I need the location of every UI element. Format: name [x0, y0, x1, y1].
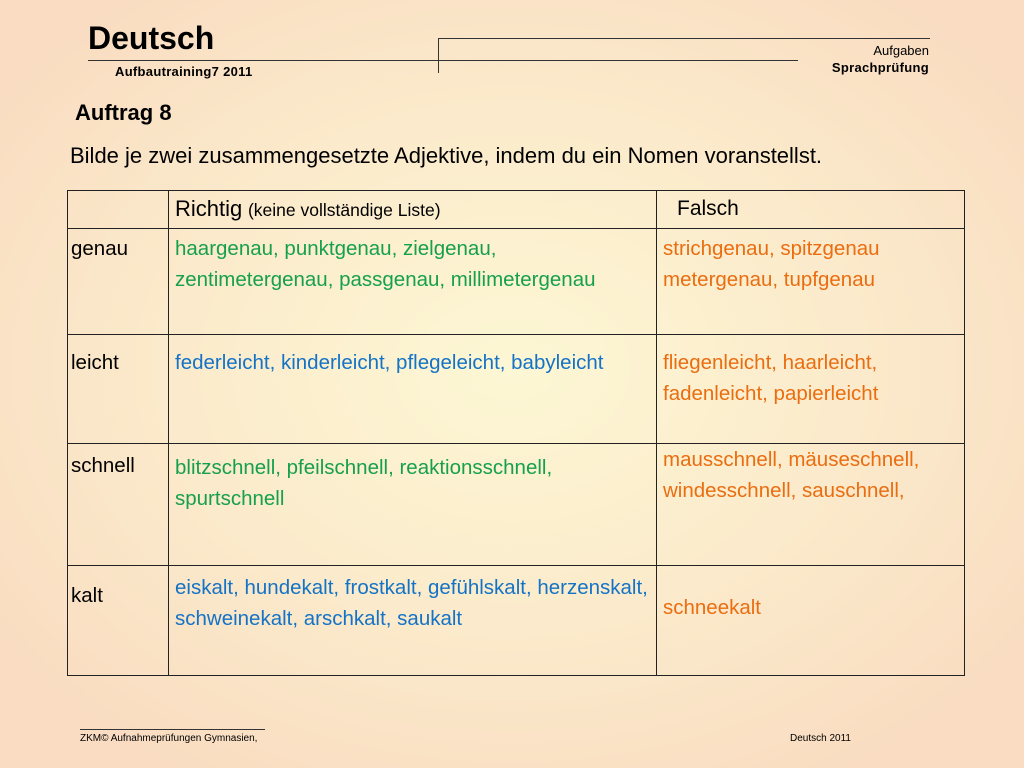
page-title: Deutsch	[88, 20, 215, 56]
row-richtig: blitzschnell, pfeilschnell, reaktionsschnell, spurtschnell	[169, 444, 657, 566]
table-row	[68, 444, 965, 566]
header-falsch: Falsch	[677, 197, 739, 220]
header-richtig-note: (keine vollständige Liste)	[247, 200, 441, 220]
row-falsch: schneekalt	[657, 566, 965, 676]
footer-rule	[80, 729, 265, 730]
header-rule-right	[438, 60, 798, 61]
header-word-cell	[68, 191, 169, 229]
row-word: kalt	[68, 566, 169, 676]
table-header-row	[68, 191, 965, 229]
task-heading: Auftrag 8	[75, 100, 172, 125]
header-rule-left	[88, 60, 438, 61]
table-row	[68, 229, 965, 335]
footer-copyright: ZKM© Aufnahmeprüfungen Gymnasien,	[80, 733, 258, 744]
exercise-table	[67, 190, 965, 676]
row-richtig: haargenau, punktgenau, zielgenau, zentimetergenau, passgenau, millimetergenau	[169, 229, 657, 335]
header-richtig: Richtig	[175, 196, 243, 221]
header-aufgaben: Aufgaben	[873, 43, 929, 58]
task-instruction: Bilde je zwei zusammengesetzte Adjektive, indem du ein Nomen voranstellst.	[70, 143, 823, 168]
table-row	[68, 566, 965, 676]
header-divider	[438, 38, 439, 73]
table-row	[68, 335, 965, 444]
row-falsch: fliegenleicht, haarleicht, fadenleicht, papierleicht	[657, 335, 965, 444]
header-sprachpruefung: Sprachprüfung	[831, 60, 929, 75]
header-falsch-cell	[657, 191, 965, 229]
header-richtig-cell	[169, 191, 657, 229]
footer-year: Deutsch 2011	[790, 733, 851, 744]
row-falsch: mausschnell, mäuseschnell, windesschnell, sauschnell,	[657, 444, 965, 566]
row-word: leicht	[68, 335, 169, 444]
header-rule-top	[438, 38, 930, 39]
row-richtig: eiskalt, hundekalt, frostkalt, gefühlskalt, herzenskalt, schweinekalt, arschkalt, saukalt	[169, 566, 657, 676]
row-word: schnell	[68, 444, 169, 566]
row-falsch: strichgenau, spitzgenau metergenau, tupfgenau	[657, 229, 965, 335]
page-subtitle: Aufbautraining7 2011	[115, 64, 253, 79]
row-richtig: federleicht, kinderleicht, pflegeleicht, babyleicht	[169, 335, 657, 444]
row-word: genau	[68, 229, 169, 335]
